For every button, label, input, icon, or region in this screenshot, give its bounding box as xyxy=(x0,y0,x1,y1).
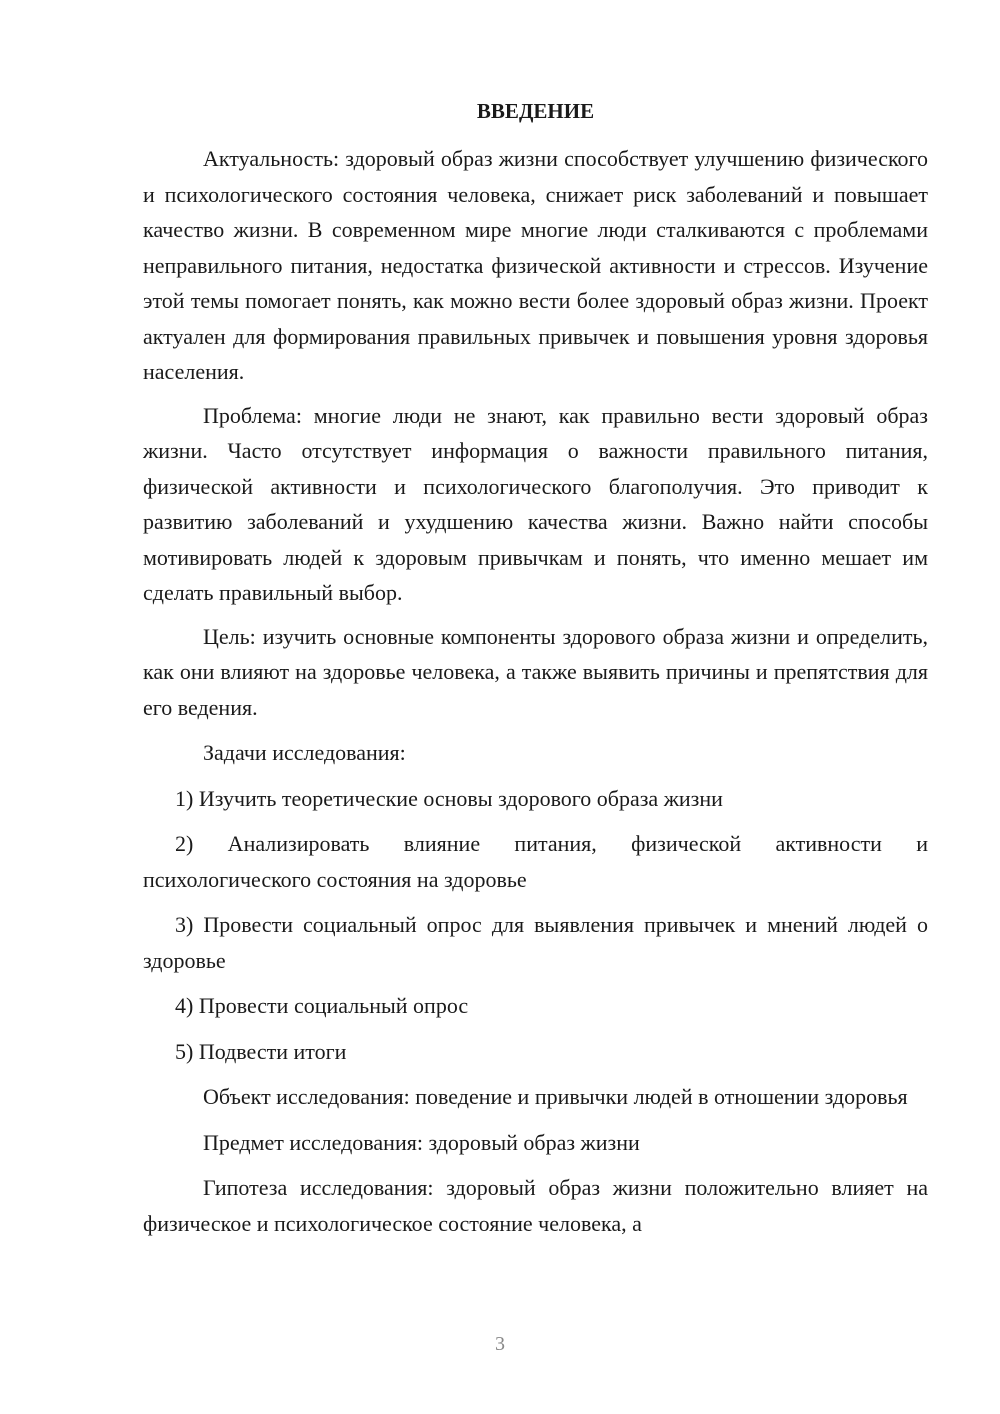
subject-paragraph: Предмет исследования: здоровый образ жизни xyxy=(203,1129,640,1155)
tasks-title: Задачи исследования: xyxy=(203,740,406,765)
problem-paragraph: Проблема: многие люди не знают, как правильно вести здоровый образ жизни. Часто отсутствует информация о важности правильного питания, физической активности и психологического благополучия. Это приводит к развитию заболеваний и ухудшению качества жизни. Важно найти способы мотивировать людей к здоровым привычкам и понять, что именно мешает им сделать правильный выбор. xyxy=(143,402,928,605)
task-item: 4) Провести социальный опрос xyxy=(175,993,469,1018)
task-item: 5) Подвести итоги xyxy=(175,1038,347,1064)
task-item: 2) Анализировать влияние питания, физической активности и психологического состояния на здоровье xyxy=(143,831,928,892)
task-item: 3) Провести социальный опрос для выявления привычек и мнений людей о здоровье xyxy=(143,912,928,973)
hypothesis-paragraph: Гипотеза исследования: здоровый образ жизни положительно влияет на физическое и психологическое состояние человека, а xyxy=(143,1175,928,1236)
relevance-paragraph: Актуальность: здоровый образ жизни способствует улучшению физического и психологического состояния человека, снижает риск заболеваний и повышает качество жизни. В современном мире многие люди сталкиваются с проблемами неправильного питания, недостатка физической активности и стрессов. Изучение этой темы помогает понять, как можно вести более здоровый образ жизни. Проект актуален для формирования правильных привычек и повышения уровня здоровья населения. xyxy=(143,146,928,384)
goal-paragraph: Цель: изучить основные компоненты здорового образа жизни и определить, как они влияют на здоровье человека, а также выявить причины и препятствия для его ведения. xyxy=(143,623,928,720)
object-paragraph: Объект исследования: поведение и привычки людей в отношении здоровья xyxy=(203,1084,908,1109)
page-number: 3 xyxy=(495,1333,505,1355)
document-page xyxy=(143,96,928,1249)
section-heading: ВВЕДЕНИЕ xyxy=(476,99,595,123)
task-item: 1) Изучить теоретические основы здорового образа жизни xyxy=(175,785,723,811)
tasks-list xyxy=(143,781,928,1070)
